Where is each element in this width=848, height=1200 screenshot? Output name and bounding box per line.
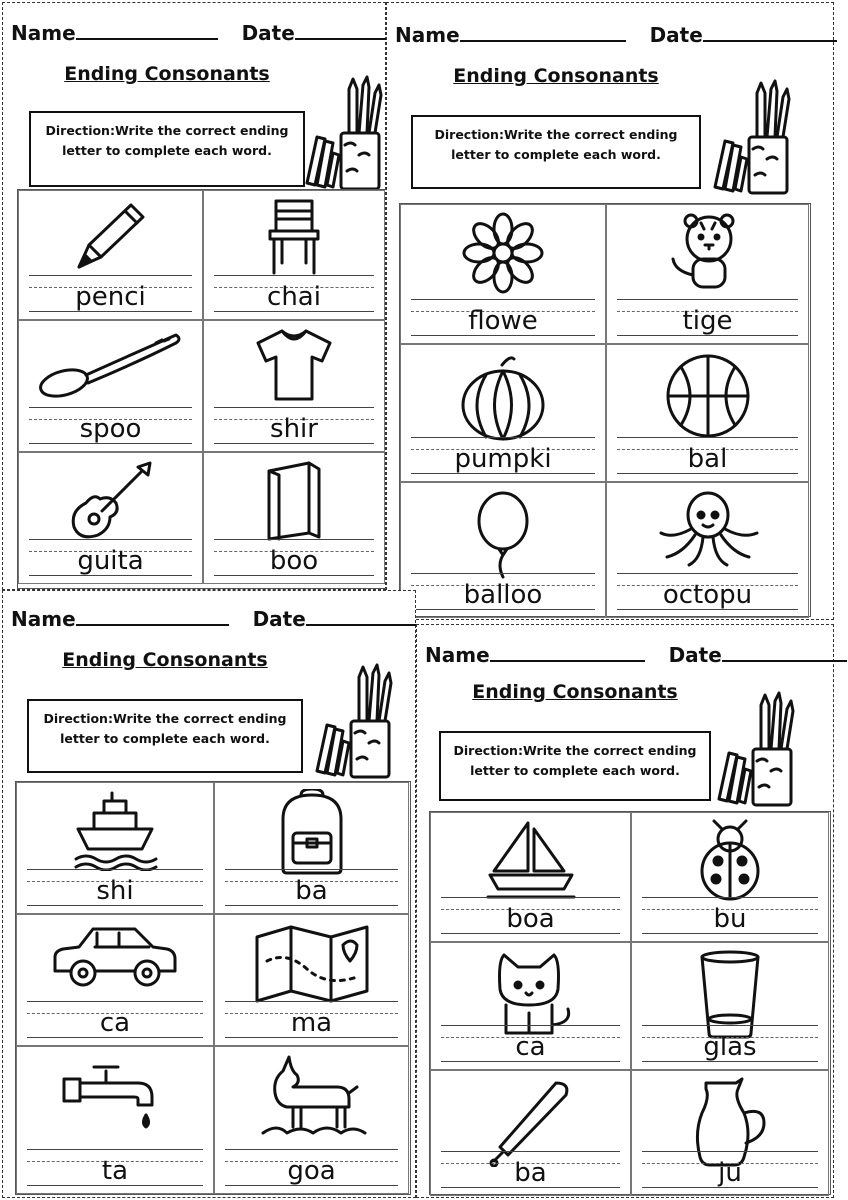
date-label: Date (668, 643, 722, 667)
incomplete-word: ma (290, 1008, 333, 1038)
boat-icon (484, 819, 578, 903)
write-line[interactable] (441, 1025, 620, 1061)
name-field[interactable] (11, 21, 410, 45)
incomplete-word: guita (77, 546, 144, 576)
write-line[interactable] (214, 275, 374, 311)
word-cell (430, 942, 631, 1070)
word-grid (429, 811, 831, 1195)
word-cell (203, 452, 385, 584)
incomplete-word: tige (682, 306, 733, 336)
date-write-line[interactable] (703, 38, 837, 42)
incomplete-word: ba (295, 876, 328, 906)
directions-line-2: letter to complete each word. (451, 147, 661, 162)
word-cell (606, 482, 809, 618)
pencil-cup-icon (299, 75, 389, 199)
worksheet-title: Ending Consonants (453, 65, 659, 87)
name-label: Name (11, 21, 76, 45)
worksheet-2 (386, 2, 834, 620)
word-cell (631, 1070, 829, 1196)
write-line[interactable] (642, 1025, 818, 1061)
tap-icon (60, 1053, 170, 1137)
incomplete-word: chai (267, 282, 321, 312)
pencil-cup-icon (309, 663, 399, 787)
write-line[interactable] (27, 869, 203, 905)
name-label: Name (395, 23, 460, 47)
shirt-icon (254, 327, 334, 407)
incomplete-word: ba (514, 1158, 547, 1188)
incomplete-word: boo (269, 546, 319, 576)
worksheet-title: Ending Consonants (472, 681, 678, 703)
name-write-line[interactable] (76, 622, 229, 626)
word-cell (203, 190, 385, 320)
incomplete-word: spoo (79, 414, 142, 444)
directions-box (411, 115, 701, 189)
name-write-line[interactable] (490, 658, 645, 662)
incomplete-word: flowe (468, 306, 538, 336)
write-line[interactable] (27, 1149, 203, 1185)
incomplete-word: goa (287, 1156, 336, 1186)
word-cell (214, 914, 409, 1046)
bug-icon (690, 819, 770, 907)
directions-line-1: Direction:Write the correct ending (43, 711, 287, 726)
word-cell (214, 782, 409, 914)
worksheet-4 (416, 624, 834, 1198)
write-line[interactable] (642, 897, 818, 933)
directions-line-1: Direction:Write the correct ending (45, 123, 289, 138)
directions-line-1: Direction:Write the correct ending (453, 743, 697, 758)
name-write-line[interactable] (76, 36, 218, 40)
word-cell (214, 1046, 409, 1194)
write-line[interactable] (214, 407, 374, 443)
word-cell (430, 1070, 631, 1196)
write-line[interactable] (617, 573, 798, 609)
write-line[interactable] (27, 1001, 203, 1037)
incomplete-word: boa (506, 904, 555, 934)
backpack-icon (269, 789, 355, 881)
write-line[interactable] (411, 573, 595, 609)
write-line[interactable] (225, 1001, 398, 1037)
directions-line-1: Direction:Write the correct ending (434, 127, 678, 142)
map-icon (247, 921, 377, 1009)
worksheet-3 (2, 590, 416, 1198)
name-field[interactable] (395, 23, 837, 47)
guitar-icon (66, 459, 156, 547)
word-grid (399, 203, 811, 617)
worksheet-title: Ending Consonants (62, 649, 268, 671)
word-cell (606, 204, 809, 344)
date-write-line[interactable] (306, 622, 430, 626)
ship-icon (72, 789, 158, 875)
word-cell (631, 942, 829, 1070)
incomplete-word: pumpki (454, 444, 552, 474)
word-cell (606, 344, 809, 482)
name-field[interactable] (11, 607, 430, 631)
chair-icon (264, 197, 324, 281)
directions-box (27, 699, 303, 773)
date-label: Date (649, 23, 703, 47)
name-write-line[interactable] (460, 38, 626, 42)
incomplete-word: octopu (662, 580, 753, 610)
directions-box (439, 731, 711, 801)
name-field[interactable] (425, 643, 847, 667)
word-cell (18, 320, 203, 452)
incomplete-word: ta (101, 1156, 129, 1186)
pencil-cup-icon (707, 79, 797, 203)
book-icon (263, 459, 325, 545)
date-label: Date (241, 21, 295, 45)
word-cell (18, 452, 203, 584)
word-cell (400, 482, 606, 618)
word-cell (631, 812, 829, 942)
worksheet-1 (2, 2, 386, 590)
incomplete-word: shi (96, 876, 134, 906)
directions-line-2: letter to complete each word. (60, 731, 270, 746)
car-icon (49, 921, 181, 997)
incomplete-word: ca (515, 1032, 546, 1062)
pencil-cup-icon (711, 691, 801, 815)
incomplete-word: shir (270, 414, 318, 444)
octopus-icon (653, 489, 763, 573)
incomplete-word: balloo (463, 580, 543, 610)
write-line[interactable] (225, 869, 398, 905)
goat-icon (257, 1053, 367, 1141)
balloon-icon (473, 489, 533, 585)
directions-line-2: letter to complete each word. (470, 763, 680, 778)
incomplete-word: ca (99, 1008, 131, 1038)
name-label: Name (425, 643, 490, 667)
word-cell (18, 190, 203, 320)
spoon-icon (36, 327, 186, 411)
write-line[interactable] (214, 539, 374, 575)
write-line[interactable] (29, 407, 192, 443)
write-line[interactable] (225, 1149, 398, 1185)
word-cell (203, 320, 385, 452)
write-line[interactable] (411, 299, 595, 335)
word-cell (16, 1046, 214, 1194)
directions-line-2: letter to complete each word. (62, 143, 272, 158)
word-grid (17, 189, 387, 589)
worksheet-title: Ending Consonants (64, 63, 270, 85)
tiger-icon (665, 211, 751, 297)
write-line[interactable] (617, 437, 798, 473)
date-write-line[interactable] (722, 658, 847, 662)
word-cell (400, 344, 606, 482)
write-line[interactable] (642, 1151, 818, 1187)
pumpkin-icon (456, 351, 550, 447)
word-cell (430, 812, 631, 942)
pencil-icon (71, 197, 151, 279)
write-line[interactable] (441, 897, 620, 933)
write-line[interactable] (29, 539, 192, 575)
flower-icon (461, 211, 545, 299)
directions-box (29, 111, 305, 187)
incomplete-word: bu (713, 904, 747, 934)
word-cell (400, 204, 606, 344)
incomplete-word: ju (718, 1158, 742, 1188)
write-line[interactable] (411, 437, 595, 473)
write-line[interactable] (29, 275, 192, 311)
name-label: Name (11, 607, 76, 631)
date-label: Date (252, 607, 306, 631)
incomplete-word: bal (687, 444, 728, 474)
word-cell (16, 782, 214, 914)
word-cell (16, 914, 214, 1046)
incomplete-word: glas (703, 1032, 757, 1062)
word-grid (15, 781, 411, 1195)
write-line[interactable] (441, 1151, 620, 1187)
incomplete-word: penci (75, 282, 146, 312)
write-line[interactable] (617, 299, 798, 335)
ball-icon (663, 351, 753, 445)
